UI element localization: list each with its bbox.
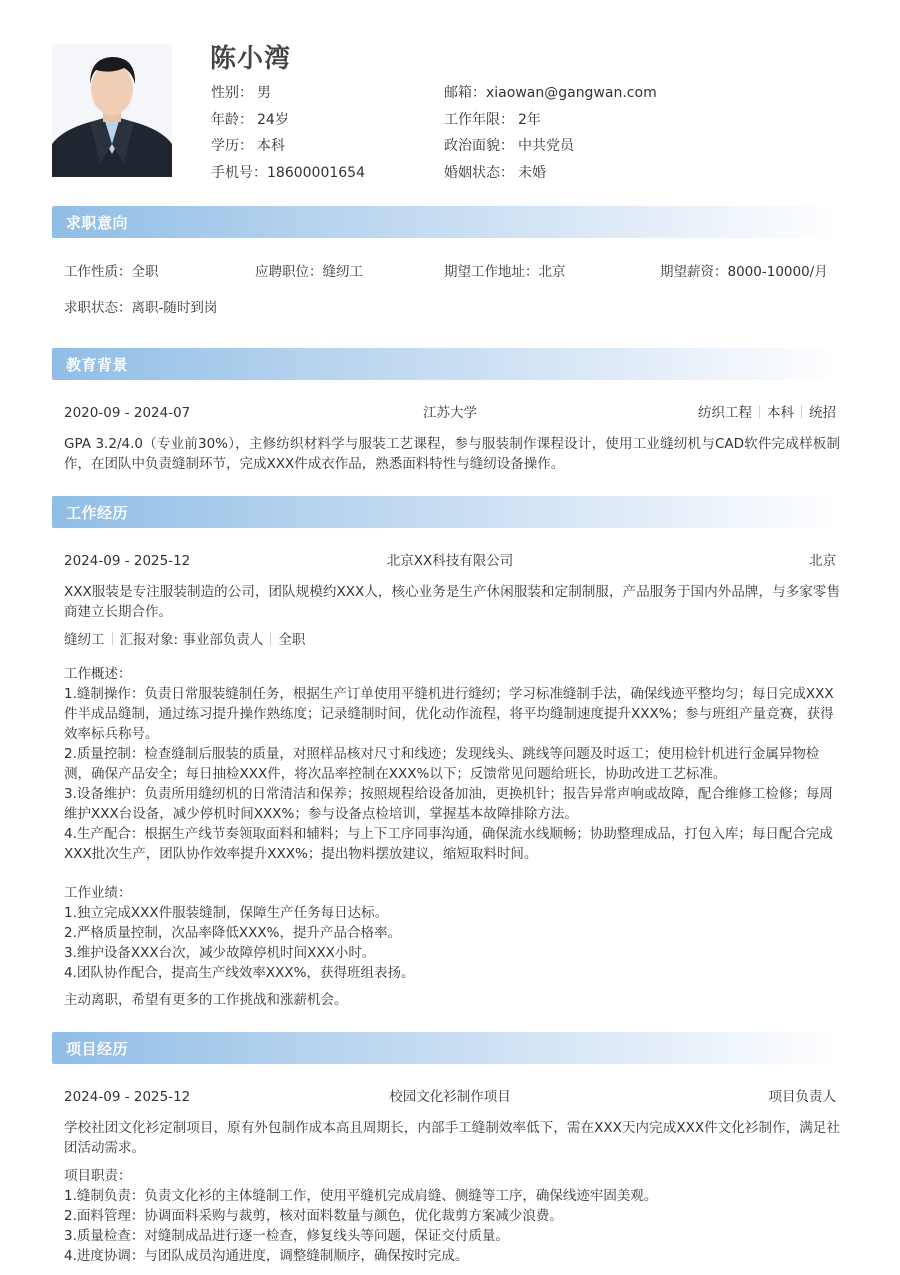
education-period: 2020-09 - 2024-07 <box>64 405 191 421</box>
project-duty-item: 1.缝制负责：负责文化衫的主体缝制工作，使用平缝机完成肩缝、侧缝等工序，确保线迹牢固美观。 <box>64 1188 658 1204</box>
info-age: 年龄： 24岁 <box>211 111 289 128</box>
education-row <box>64 403 836 423</box>
intent-status: 求职状态：离职-随时到岗 <box>64 300 218 316</box>
work-city: 北京 <box>809 553 836 569</box>
intent-position: 应聘职位：缝纫工 <box>255 264 363 280</box>
project-duty-item: 4.进度协调：与团队成员沟通进度，调整缝制顺序，确保按时完成。 <box>64 1248 469 1264</box>
work-overview <box>64 664 840 864</box>
avatar-photo <box>52 44 172 177</box>
section-header-project: 项目经历 <box>52 1032 840 1064</box>
intent-salary: 期望薪资：8000-10000/月 <box>660 264 828 280</box>
basic-info-left <box>211 83 365 189</box>
project-duties-title: 项目职责： <box>64 1168 132 1184</box>
education-tags: 纺织工程 本科 统招 <box>698 405 836 421</box>
work-overview-item: 4.生产配合：根据生产线节奏领取面料和辅料；与上下工序同事沟通，确保流水线顺畅；协助整理成品，打包入库；每日配合完成XXX批次生产，团队协作效率提升XXX%；提出物料摆放建议，缩短取料时间。 <box>64 826 833 862</box>
work-tags: 缝纫工 汇报对象: 事业部负责人 全职 <box>64 632 306 648</box>
project-duties <box>64 1166 840 1266</box>
section-header-work: 工作经历 <box>52 496 840 528</box>
work-company-description: XXX服装是专注服装制造的公司，团队规模约XXX人，核心业务是生产休闲服装和定制制服，产品服务于国内外品牌，与多家零售商建立长期合作。 <box>64 584 840 620</box>
section-header-intent: 求职意向 <box>52 206 840 238</box>
work-result-item: 4.团队协作配合，提高生产线效率XXX%，获得班组表扬。 <box>64 965 415 981</box>
info-work-years: 工作年限： 2年 <box>444 111 541 128</box>
work-result-item: 3.维护设备XXX台次，减少故障停机时间XXX小时。 <box>64 945 376 961</box>
work-overview-title: 工作概述： <box>64 666 132 682</box>
candidate-name: 陈小湾 <box>210 44 292 74</box>
divider <box>112 632 113 645</box>
work-results <box>64 883 840 983</box>
work-result-item: 2.严格质量控制，次品率降低XXX%，提升产品合格率。 <box>64 925 401 941</box>
info-degree: 学历： 本科 <box>211 138 285 154</box>
education-school: 江苏大学 <box>423 405 477 421</box>
work-period: 2024-09 - 2025-12 <box>64 553 191 569</box>
work-result-item: 1.独立完成XXX件服装缝制，保障生产任务每日达标。 <box>64 905 389 921</box>
work-overview-item: 3.设备维护：负责所用缝纫机的日常清洁和保养；按照规程给设备加油，更换机针；报告异常声响或故障，配合维修工检修；每周维护XXX台设备，减少停机时间XXX%；参与设备点检培训，掌握基本故障排除方法。 <box>64 786 833 822</box>
education-description: GPA 3.2/4.0（专业前30%），主修纺织材料学与服装工艺课程，参与服装制作课程设计，使用工业缝纫机与CAD软件完成样板制作，在团队中负责缝制环节，完成XXX件成衣作品，熟悉面料特性与缝纫设备操作。 <box>64 436 840 472</box>
work-row <box>64 551 836 571</box>
work-company: 北京XX科技有限公司 <box>386 553 514 569</box>
basic-info-right <box>444 83 657 189</box>
work-results-title: 工作业绩： <box>64 885 132 901</box>
project-name: 校园文化衫制作项目 <box>389 1089 511 1105</box>
section-header-education: 教育背景 <box>52 348 840 380</box>
project-duty-item: 2.面料管理：协调面料采购与裁剪，核对面料数量与颜色，优化裁剪方案减少浪费。 <box>64 1208 563 1224</box>
divider <box>801 405 802 418</box>
project-period: 2024-09 - 2025-12 <box>64 1089 191 1105</box>
info-gender: 性别： 男 <box>211 85 271 101</box>
info-marital: 婚姻状态： 未婚 <box>444 164 546 181</box>
project-description: 学校社团文化衫定制项目，原有外包制作成本高且周期长，内部手工缝制效率低下，需在XXX天内完成XXX件文化衫制作，满足社团活动需求。 <box>64 1120 840 1156</box>
info-phone: 手机号：18600001654 <box>211 164 365 181</box>
info-political: 政治面貌： 中共党员 <box>444 138 574 154</box>
project-row <box>64 1087 836 1107</box>
work-overview-item: 1.缝制操作：负责日常服装缝制任务，根据生产订单使用平缝机进行缝纫；学习标准缝制手法，确保线迹平整均匀；每日完成XXX件半成品缝制，通过练习提升操作熟练度；记录缝制时间，优化动作流程，将平均缝制速度提升XXX%；参与班组产量竞赛，获得效率标兵称号。 <box>64 686 834 742</box>
divider <box>759 405 760 418</box>
intent-job-type: 工作性质：全职 <box>64 264 159 280</box>
project-duty-item: 3.质量检查：对缝制成品进行逐一检查，修复线头等问题，保证交付质量。 <box>64 1228 509 1244</box>
info-email: 邮箱：xiaowan@gangwan.com <box>444 85 657 101</box>
person-portrait-icon <box>52 44 172 177</box>
project-role: 项目负责人 <box>768 1089 836 1105</box>
intent-location: 期望工作地址：北京 <box>444 264 566 280</box>
divider <box>270 632 271 645</box>
work-leave-reason: 主动离职，希望有更多的工作挑战和涨薪机会。 <box>64 992 348 1008</box>
work-overview-item: 2.质量控制：检查缝制后服装的质量，对照样品核对尺寸和线迹；发现线头、跳线等问题及时返工；使用检针机进行金属异物检测，确保产品安全；每日抽检XXX件，将次品率控制在XXX%以下；反馈常见问题给班长，协助改进工艺标准。 <box>64 746 820 782</box>
